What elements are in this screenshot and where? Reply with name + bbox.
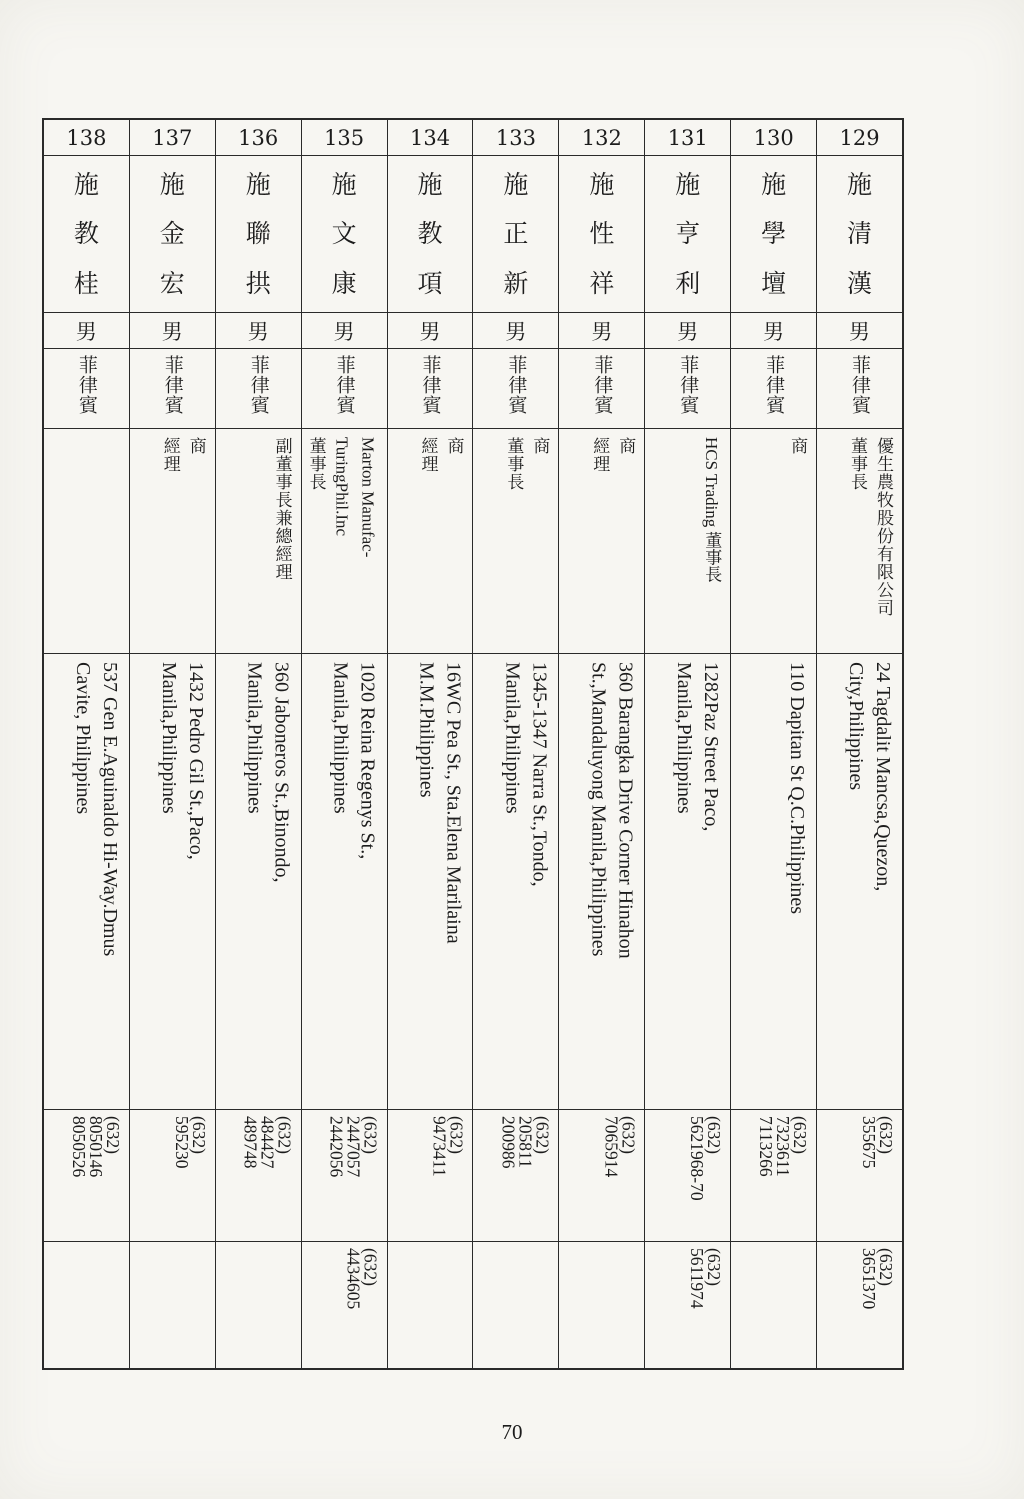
name-char: 施 [245,170,271,200]
record-phone [429,1116,467,1177]
record-fax-cell [817,1242,902,1368]
record-number: 137 [130,120,215,156]
phone-line: 489748 [240,1116,261,1169]
address-line: 1432 Pedro Gil St.,Paco, [184,662,207,860]
fax-line: (632) [704,1248,725,1286]
record-column [215,120,301,1368]
phone-line: (632) [102,1116,123,1154]
member-table [42,118,904,1370]
record-nationality-cell [130,349,215,429]
record-fax-cell [388,1242,473,1368]
record-name [44,156,129,313]
occupation-line: 董事長 [847,437,867,491]
record-fax-cell [44,1242,129,1368]
record-phone [70,1116,121,1177]
phone-line: 9473411 [429,1116,450,1177]
record-nationality: 菲律賓 [333,355,356,415]
phone-line: (632) [876,1116,896,1154]
address-line: 360 Jaboneros St.,Binondo, [270,662,293,883]
record-sex: 男 [817,313,902,349]
record-phone [242,1116,293,1169]
record-phone-cell [559,1110,644,1242]
record-occupation-cell [302,429,387,654]
record-number: 131 [645,120,730,156]
record-name [216,156,301,313]
occupation-line: 董事長 [503,437,524,491]
record-column [301,120,387,1368]
name-char: 施 [417,170,443,200]
record-fax-cell [216,1242,301,1368]
name-char: 宏 [159,268,185,298]
record-nationality: 菲律賓 [161,355,184,415]
record-name [559,156,644,313]
record-name [388,156,473,313]
record-fax [687,1248,725,1309]
record-phone-cell [731,1110,816,1242]
address-line: Cavite, Philippines [71,662,94,815]
record-number: 135 [302,120,387,156]
record-nationality: 菲律賓 [505,355,528,415]
record-nationality: 菲律賓 [419,355,442,415]
record-column [816,120,902,1368]
record-occupation [303,437,381,557]
record-occupation-cell [130,429,215,654]
name-char: 施 [589,170,615,200]
record-phone [756,1116,811,1177]
record-occupation [586,437,638,473]
occupation-line: 經理 [589,437,610,473]
record-number: 138 [44,120,129,156]
name-char: 施 [159,170,185,200]
phone-line: (632) [446,1116,467,1154]
record-address-cell [817,654,902,1110]
record-occupation [844,437,896,617]
record-fax [860,1248,894,1309]
occupation-line: 商 [787,437,808,455]
record-fax-cell [473,1242,558,1368]
record-column [558,120,644,1368]
record-column [730,120,816,1368]
occupation-line: 商 [529,437,550,455]
record-nationality-cell [302,349,387,429]
name-char: 教 [417,219,443,249]
address-line: 360 Barangka Drive Corner Hinahon [614,662,637,959]
record-fax-cell [130,1242,215,1368]
record-address-cell [302,654,387,1110]
name-char: 新 [503,268,529,298]
record-number: 133 [473,120,558,156]
record-number: 132 [559,120,644,156]
record-address [327,662,381,859]
record-number: 136 [216,120,301,156]
name-char: 教 [73,219,99,249]
name-char: 施 [847,170,873,200]
phone-line: 595230 [171,1116,192,1169]
phone-line: (632) [274,1116,295,1154]
occupation-line: Marton Manufac- [358,437,378,558]
record-phone-cell [216,1110,301,1242]
record-phone [498,1116,553,1169]
name-char: 漢 [847,268,873,298]
phone-line: (632) [704,1116,725,1154]
address-line: 24 Tagdalit Mancsa,Quezon, [872,662,894,892]
address-line: Manila,Philippines [501,662,524,814]
phone-line: (632) [790,1116,811,1154]
name-char: 金 [159,219,185,249]
record-nationality: 菲律賓 [849,355,872,415]
record-number: 129 [817,120,902,156]
record-address [155,662,209,860]
record-occupation-cell [645,429,730,654]
record-name [473,156,558,313]
fax-line: 5611974 [687,1248,708,1309]
name-char: 施 [503,170,529,200]
record-phone-cell [388,1110,473,1242]
record-column [44,120,129,1368]
record-phone-cell [473,1110,558,1242]
record-name [645,156,730,313]
phone-line: 355675 [859,1116,879,1169]
record-address [412,662,466,944]
record-occupation-cell [473,429,558,654]
record-occupation-cell [817,429,902,654]
phone-line: 8050526 [68,1116,89,1178]
address-line: 1282Paz Street Paco, [700,662,723,832]
record-nationality: 菲律賓 [677,355,700,415]
record-phone-cell [817,1110,902,1242]
name-char: 拱 [245,268,271,298]
record-name [731,156,816,313]
page-number: 70 [501,1420,523,1444]
record-sex: 男 [44,313,129,349]
record-number: 130 [731,120,816,156]
record-phone-cell [302,1110,387,1242]
name-char: 施 [675,170,701,200]
record-occupation [414,437,466,473]
record-sex: 男 [388,313,473,349]
record-phone [173,1116,207,1169]
phone-line: 5621968-70 [687,1116,708,1201]
name-char: 項 [417,268,443,298]
address-line: Manila,Philippines [673,662,696,814]
name-char: 祥 [589,268,615,298]
record-nationality: 菲律賓 [247,355,270,415]
record-address-cell [130,654,215,1110]
record-phone-cell [645,1110,730,1242]
record-column [387,120,473,1368]
occupation-line: 經理 [417,437,438,473]
name-char: 施 [73,170,99,200]
name-char: 亨 [675,219,701,249]
record-phone [601,1116,639,1178]
occupation-line: 商 [185,437,206,455]
record-nationality-cell [817,349,902,429]
address-line: Manila,Philippines [157,662,180,814]
phone-line: (632) [618,1116,639,1154]
phone-line: (632) [188,1116,209,1154]
record-sex: 男 [559,313,644,349]
record-column [472,120,558,1368]
address-line: M.M.Philippines [415,662,438,798]
record-phone-cell [130,1110,215,1242]
record-address [69,662,123,956]
phone-line: 2442056 [326,1116,347,1178]
record-phone [860,1116,894,1169]
record-address [783,662,810,914]
address-line: 537 Gen E.Aguinaldo Hi-Way.Dmus [98,662,121,957]
address-line: Manila,Philippines [329,662,352,814]
record-sex: 男 [216,313,301,349]
address-line: 110 Dapitan St Q.C.Philippines [786,662,809,915]
record-nationality-cell [731,349,816,429]
address-line: 1345-1347 Narra St.,Tondo, [528,662,551,887]
phone-line: 7065914 [601,1116,622,1178]
record-column [129,120,215,1368]
record-occupation-cell [44,429,129,654]
record-nationality-cell [559,349,644,429]
name-char: 聯 [245,219,271,249]
record-number: 134 [388,120,473,156]
phone-line: 7323611 [773,1116,794,1177]
occupation-line: 商 [615,437,636,455]
record-address-cell [216,654,301,1110]
name-char: 施 [331,170,357,200]
name-char: 桂 [73,268,99,298]
record-sex: 男 [130,313,215,349]
record-sex: 男 [473,313,558,349]
occupation-line: 商 [443,437,464,455]
record-address [584,662,638,959]
record-address-cell [645,654,730,1110]
record-fax-cell [559,1242,644,1368]
record-phone-cell [44,1110,129,1242]
record-sex: 男 [645,313,730,349]
record-nationality: 菲律賓 [591,355,614,415]
occupation-line: HCS Trading 董事長 [702,437,722,583]
record-address [498,662,552,887]
fax-line: (632) [876,1248,896,1286]
record-column [644,120,730,1368]
record-occupation [698,437,724,582]
name-char: 性 [589,219,615,249]
record-occupation-cell [388,429,473,654]
record-sex: 男 [731,313,816,349]
record-address-cell [473,654,558,1110]
phone-line: 2447057 [343,1116,364,1178]
phone-line: 200986 [498,1116,519,1169]
name-char: 施 [761,170,787,200]
record-occupation-cell [216,429,301,654]
record-name [817,156,902,313]
phone-line: (632) [532,1116,553,1154]
record-occupation [269,437,295,581]
record-occupation [157,437,209,473]
record-phone [687,1116,725,1201]
record-address-cell [559,654,644,1110]
occupation-line: 副董事長兼總經理 [271,437,292,581]
record-fax-cell [302,1242,387,1368]
name-char: 清 [847,219,873,249]
record-name [302,156,387,313]
name-char: 文 [331,219,357,249]
record-address-cell [44,654,129,1110]
phone-line: 8050146 [85,1116,106,1178]
address-line: St.,Mandaluyong Manila,Philippines [587,662,610,957]
record-nationality: 菲律賓 [75,355,98,415]
name-char: 康 [331,268,357,298]
record-occupation-cell [731,429,816,654]
name-char: 學 [761,219,787,249]
record-nationality-cell [645,349,730,429]
occupation-line: 優生農牧股份有限公司 [873,437,893,617]
record-nationality: 菲律賓 [763,355,786,415]
occupation-line: 董事長 [305,437,326,491]
name-char: 利 [675,268,701,298]
record-name [130,156,215,313]
record-fax-cell [731,1242,816,1368]
record-fax [345,1248,379,1309]
record-address [842,662,896,891]
record-nationality-cell [388,349,473,429]
phone-line: 205811 [515,1116,536,1168]
address-line: 16WC Pea St., Sta.Elena Marilaina [442,662,465,944]
record-address [241,662,295,883]
record-nationality-cell [44,349,129,429]
phone-line: 484427 [257,1116,278,1169]
record-phone [328,1116,379,1177]
name-char: 壇 [761,268,787,298]
fax-line: (632) [360,1248,381,1286]
fax-line: 3651370 [859,1248,879,1310]
record-address-cell [388,654,473,1110]
record-address [670,662,724,831]
name-char: 正 [503,219,529,249]
record-nationality-cell [216,349,301,429]
occupation-line: 經理 [159,437,180,473]
address-line: Manila,Philippines [243,662,266,814]
record-occupation [784,437,810,455]
address-line: 1020 Reina Regenys St., [356,662,379,860]
record-address-cell [731,654,816,1110]
fax-line: 4434605 [343,1248,364,1310]
record-fax-cell [645,1242,730,1368]
occupation-line: TuringPhil.Inc [332,437,352,537]
record-sex: 男 [302,313,387,349]
record-occupation-cell [559,429,644,654]
phone-line: 7113266 [756,1116,777,1177]
record-nationality-cell [473,349,558,429]
record-occupation [500,437,552,491]
phone-line: (632) [360,1116,381,1154]
address-line: City,Philippines [845,662,867,791]
